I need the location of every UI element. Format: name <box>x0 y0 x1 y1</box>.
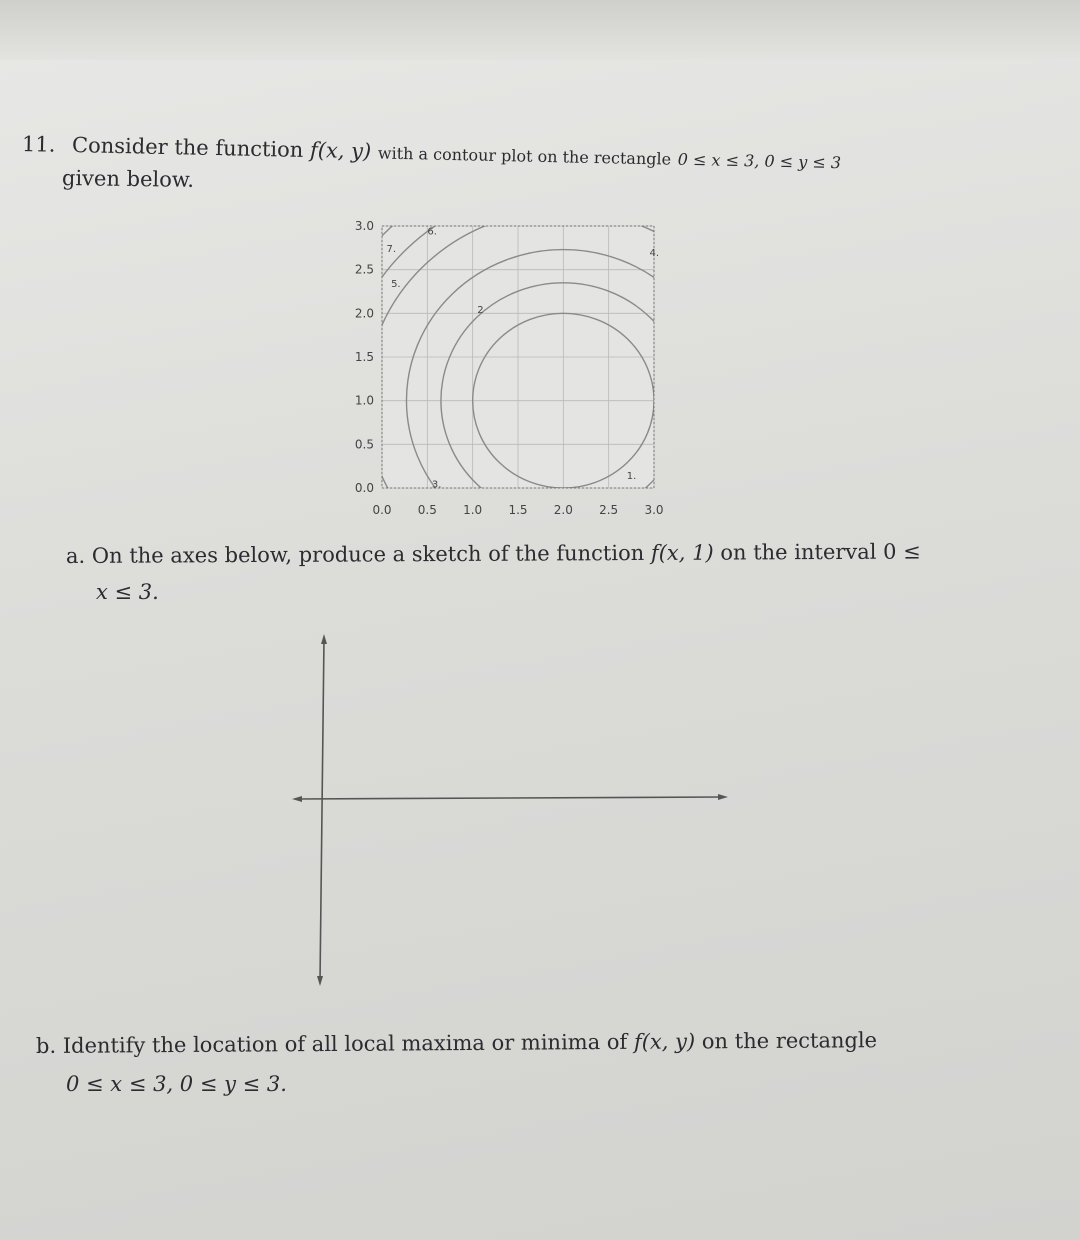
contour-label: 1. <box>626 470 637 482</box>
contour-label: 3. <box>431 479 442 491</box>
contour-plot <box>340 218 690 518</box>
question-11-line-2 <box>62 166 194 192</box>
horizontal-axis <box>296 797 724 799</box>
y-tick-label: 0.0 <box>354 481 374 495</box>
y-tick-label: 3.0 <box>354 219 374 233</box>
question-text-rest: with a contour plot on the rectangle <box>377 143 672 169</box>
question-text: Consider the function <box>71 133 304 162</box>
part-b-text-2: on the rectangle <box>701 1028 878 1054</box>
part-a-function: f(x, 1) <box>650 540 714 565</box>
part-a-text-2: on the interval 0 ≤ <box>720 539 921 565</box>
sketch-axes-svg <box>290 630 730 990</box>
y-tick-label: 0.5 <box>354 437 374 452</box>
domain-inequality: 0 ≤ x ≤ 3, 0 ≤ y ≤ 3 <box>677 149 842 173</box>
x-tick-label: 0.0 <box>372 503 392 517</box>
contour-label: 7. <box>386 243 397 255</box>
contour-label: 2 <box>477 304 484 316</box>
y-tick-label: 2.0 <box>354 306 374 321</box>
vertical-axis-arrow-down <box>317 976 323 986</box>
x-tick-label: 0.5 <box>417 503 437 517</box>
part-b-function: f(x, y) <box>633 1029 696 1054</box>
sketch-axes[interactable] <box>290 630 730 990</box>
x-tick-label: 2.0 <box>553 503 573 517</box>
part-a-line-1 <box>66 540 921 568</box>
part-a-label: a. <box>65 543 86 568</box>
question-number: 11. <box>21 132 56 157</box>
page-fold-shadow <box>0 0 1080 60</box>
x-tick-label: 1.5 <box>508 503 528 517</box>
y-tick-label: 1.5 <box>354 350 374 364</box>
contour-label: 4. <box>649 248 660 260</box>
part-b-domain: 0 ≤ x ≤ 3, 0 ≤ y ≤ 3. <box>66 1072 287 1096</box>
vertical-axis-arrow-up <box>321 634 327 644</box>
part-b-line-2 <box>66 1072 287 1096</box>
part-b-text: Identify the location of all local maxima or minima of <box>62 1029 628 1058</box>
contour-label: 5. <box>391 278 401 290</box>
y-tick-label: 1.0 <box>354 393 374 408</box>
function-symbol: f(x, y) <box>309 138 372 164</box>
x-tick-label: 3.0 <box>644 503 664 517</box>
contour-label: 6. <box>427 226 437 238</box>
vertical-axis <box>320 638 324 982</box>
horizontal-axis-arrow-right <box>718 794 728 800</box>
contour-plot-svg <box>340 218 690 518</box>
part-b-label: b. <box>35 1033 57 1058</box>
horizontal-axis-arrow-left <box>292 796 302 802</box>
y-tick-label: 2.5 <box>354 262 374 277</box>
x-tick-label: 1.0 <box>463 503 483 517</box>
part-a-interval: x ≤ 3. <box>96 580 159 604</box>
part-b-line-1 <box>36 1028 877 1058</box>
part-a-text: On the axes below, produce a sketch of the function <box>91 540 645 568</box>
part-a-line-2 <box>96 580 159 604</box>
question-text-line-2: given below. <box>61 166 195 192</box>
x-tick-label: 2.5 <box>599 503 619 517</box>
